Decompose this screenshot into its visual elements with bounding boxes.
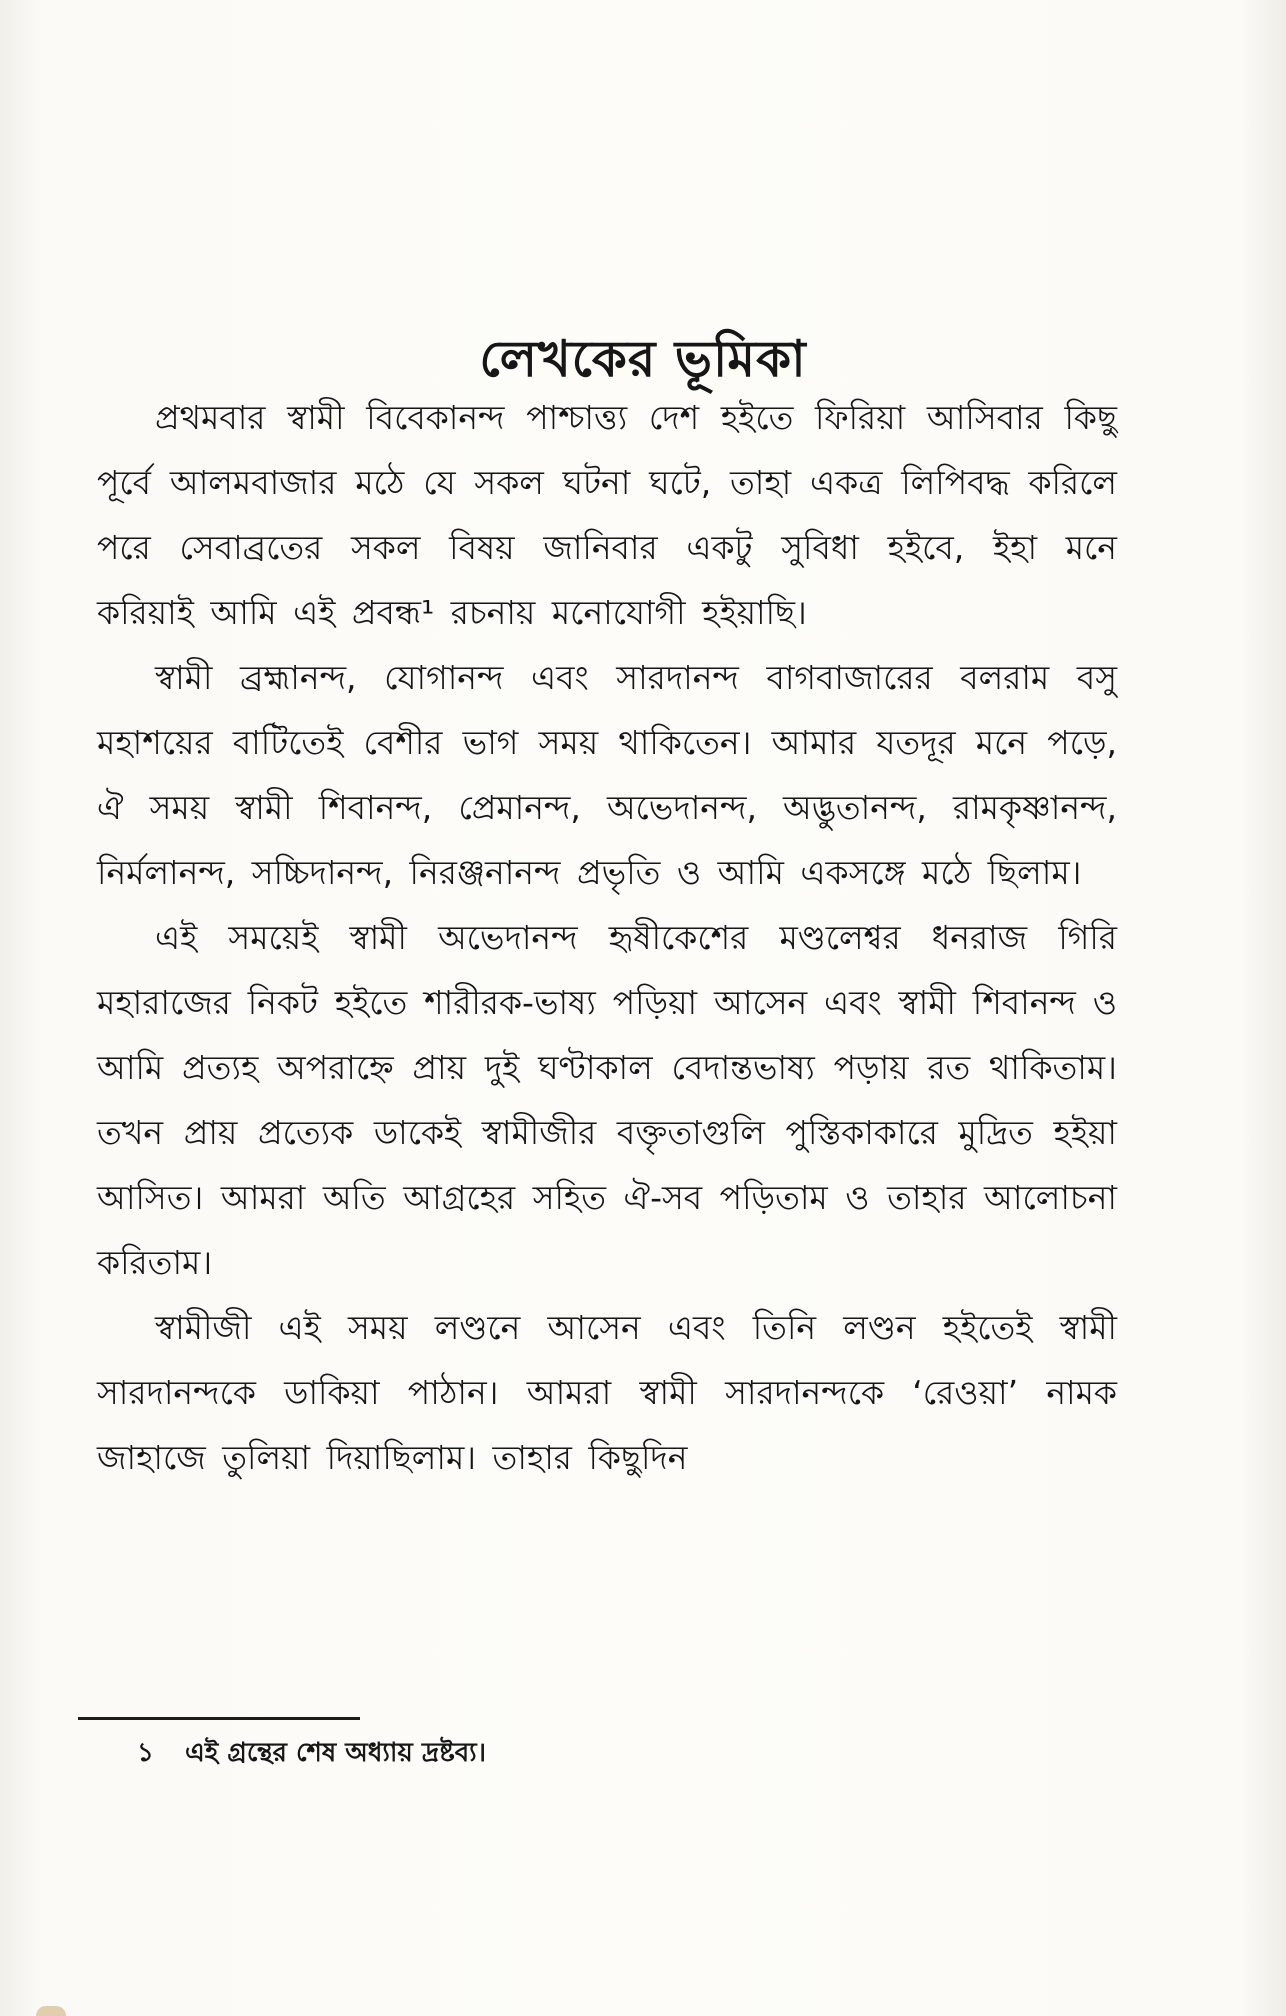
- paragraph-3: এই সময়েই স্বামী অভেদানন্দ হৃষীকেশের মণ্ডলেশ্বর ধনরাজ গিরি মহারাজের নিকট হইতে শারীরক-ভাষ্য পড়িয়া আসেন এবং স্বামী শিবানন্দ ও আমি প্রত্যহ অপরাহ্নে প্রায় দুই ঘণ্টাকাল বেদান্তভাষ্য পড়ায় রত থাকিতাম। তখন প্রায় প্রত্যেক ডাকেই স্বামীজীর বক্তৃতাগুলি পুস্তিকাকারে মুদ্রিত হইয়া আসিত। আমরা অতি আগ্রহের সহিত ঐ-সব পড়িতাম ও তাহার আলোচনা করিতাম।: [97, 918, 1117, 1282]
- footnote-number: ১: [137, 1738, 154, 1768]
- paragraph-4: স্বামীজী এই সময় লণ্ডনে আসেন এবং তিনি লণ্ডন হইতেই স্বামী সারদানন্দকে ডাকিয়া পাঠান। আমরা স্বামী সারদানন্দকে ‘রেওয়া’ নামক জাহাজে তুলিয়া দিয়াছিলাম। তাহার কিছুদিন: [97, 1308, 1117, 1477]
- page-title: লেখকের ভূমিকা: [479, 329, 807, 388]
- paragraph-2: স্বামী ব্রহ্মানন্দ, যোগানন্দ এবং সারদানন্দ বাগবাজারের বলরাম বসু মহাশয়ের বাটিতেই বেশীর ভাগ সময় থাকিতেন। আমার যতদূর মনে পড়ে, ঐ সময় স্বামী শিবানন্দ, প্রেমানন্দ, অভেদানন্দ, অদ্ভুতানন্দ, রামকৃষ্ণানন্দ, নির্মলানন্দ, সচ্চিদানন্দ, নিরঞ্জনানন্দ প্রভৃতি ও আমি একসঙ্গে মঠে ছিলাম।: [97, 658, 1117, 892]
- footnote: [137, 1733, 486, 1773]
- footnote-text: এই গ্রন্থের শেষ অধ্যায় দ্রষ্টব্য।: [185, 1738, 487, 1768]
- footnote-divider: [78, 1717, 360, 1720]
- page-stain: [36, 2006, 66, 2016]
- paragraph-1: প্রথমবার স্বামী বিবেকানন্দ পাশ্চাত্ত্য দেশ হইতে ফিরিয়া আসিবার কিছু পূর্বে আলমবাজার মঠে যে সকল ঘটনা ঘটে, তাহা একত্র লিপিবদ্ধ করিলে পরে সেবাব্রতের সকল বিষয় জানিবার একটু সুবিধা হইবে, ইহা মনে করিয়াই আমি এই প্রবন্ধ¹ রচনায় মনোযোগী হইয়াছি।: [97, 398, 1117, 632]
- body-text: [97, 385, 1117, 1490]
